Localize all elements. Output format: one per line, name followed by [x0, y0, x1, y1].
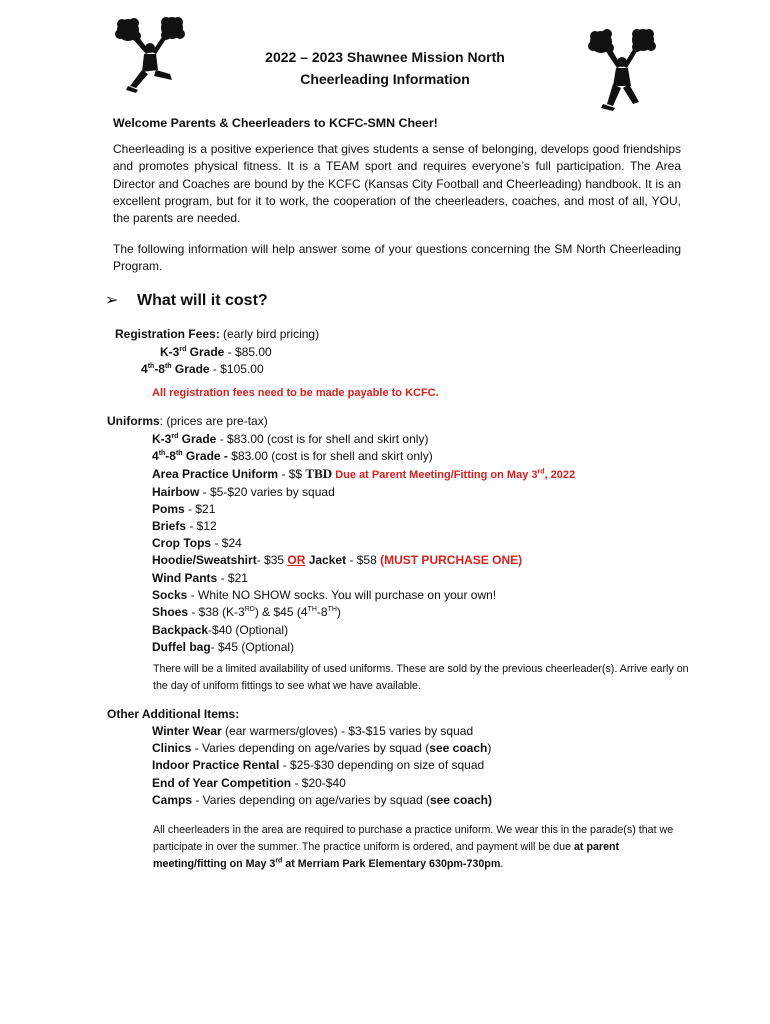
other-items-label: Other Additional Items: — [107, 707, 240, 721]
uniform-hoodie-jacket: Hoodie/Sweatshirt- $35 OR Jacket - $58 (MUST PURCHASE ONE) — [152, 553, 523, 567]
used-uniforms-note: There will be a limited availability of used uniforms. These are sold by the previous cheerleader(s). Arrive early on the day of uniform fittings to see what we have available. — [153, 663, 689, 692]
uniform-k3: K-3rd Grade - $83.00 (cost is for shell and skirt only) — [152, 432, 429, 446]
document-title-line1: 2022 – 2023 Shawnee Mission North — [265, 49, 505, 65]
arrow-bullet-icon: ➢ — [105, 292, 119, 309]
uniform-shoes: Shoes - $38 (K-3RD) & $45 (4TH-8TH) — [152, 605, 341, 619]
uniforms-label: Uniforms — [107, 414, 160, 428]
uniform-item: Backpack-$40 (Optional) — [152, 623, 289, 637]
other-camps: Camps - Varies depending on age/varies by squad (see coach) — [152, 793, 492, 807]
section-heading: What will it cost? — [137, 292, 268, 309]
uniform-item: Socks - White NO SHOW socks. You will purchase on your own! — [152, 588, 497, 602]
uniforms-line — [107, 413, 268, 429]
welcome-heading: Welcome Parents & Cheerleaders to KCFC-SMN Cheer! — [113, 116, 438, 130]
other-winter-wear: Winter Wear (ear warmers/gloves) - $3-$15 varies by squad — [152, 724, 474, 738]
document-title-line2: Cheerleading Information — [300, 71, 470, 87]
uniforms-note: : (prices are pre-tax) — [159, 414, 268, 428]
registration-label: Registration Fees: — [115, 327, 220, 341]
section-cost — [105, 290, 268, 310]
info-paragraph: The following information will help answer some of your questions concerning the SM North Cheerleading Program. — [113, 242, 681, 274]
uniform-item: Briefs - $12 — [152, 519, 217, 533]
uniform-item: Poms - $21 — [152, 502, 216, 516]
other-clinics: Clinics - Varies depending on age/varies by squad (see coach) — [152, 741, 492, 755]
uniform-item: Crop Tops - $24 — [152, 536, 242, 550]
cheerleader-right-icon — [585, 24, 660, 112]
other-competition: End of Year Competition - $20-$40 — [152, 776, 346, 790]
uniform-item: Duffel bag- $45 (Optional) — [152, 640, 295, 654]
registration-4-8: 4th-8th Grade - $105.00 — [141, 362, 264, 376]
registration-note: (early bird pricing) — [223, 327, 320, 341]
other-indoor-rental: Indoor Practice Rental - $25-$30 depending on size of squad — [152, 758, 485, 772]
intro-paragraph: Cheerleading is a positive experience that gives students a sense of belonging, develops good friendships and promotes physical fitness. It is a TEAM sport and requires everyone’s full participation. The Area Director and Coaches are bound by the KCFC (Kansas City Football and Cheerleading) handbook. It is an excellent program, but for it to work, the cooperation of the cheerleaders, coaches, and most of all, YOU, the parents are needed. — [113, 142, 681, 226]
registration-payable-note: All registration fees need to be made payable to KCFC. — [152, 387, 439, 399]
cheerleader-left-icon — [110, 14, 190, 94]
uniform-item: Wind Pants - $21 — [152, 571, 248, 585]
uniform-area-practice: Area Practice Uniform - $$ TBD Due at Parent Meeting/Fitting on May 3rd, 2022 — [152, 466, 576, 481]
practice-uniform-note: All cheerleaders in the area are required to purchase a practice uniform. We wear this in the parade(s) that we participate in over the summer. The practice uniform is ordered, and payment will be due at parent meeting/fitting on May 3rd at Merriam Park Elementary 630pm-730pm. — [153, 824, 674, 870]
registration-line — [115, 326, 319, 342]
uniform-item: Hairbow - $5-$20 varies by squad — [152, 485, 335, 499]
registration-k3: K-3rd Grade - $85.00 — [160, 345, 272, 359]
uniform-4-8: 4th-8th Grade - $83.00 (cost is for shell and skirt only) — [152, 449, 433, 463]
